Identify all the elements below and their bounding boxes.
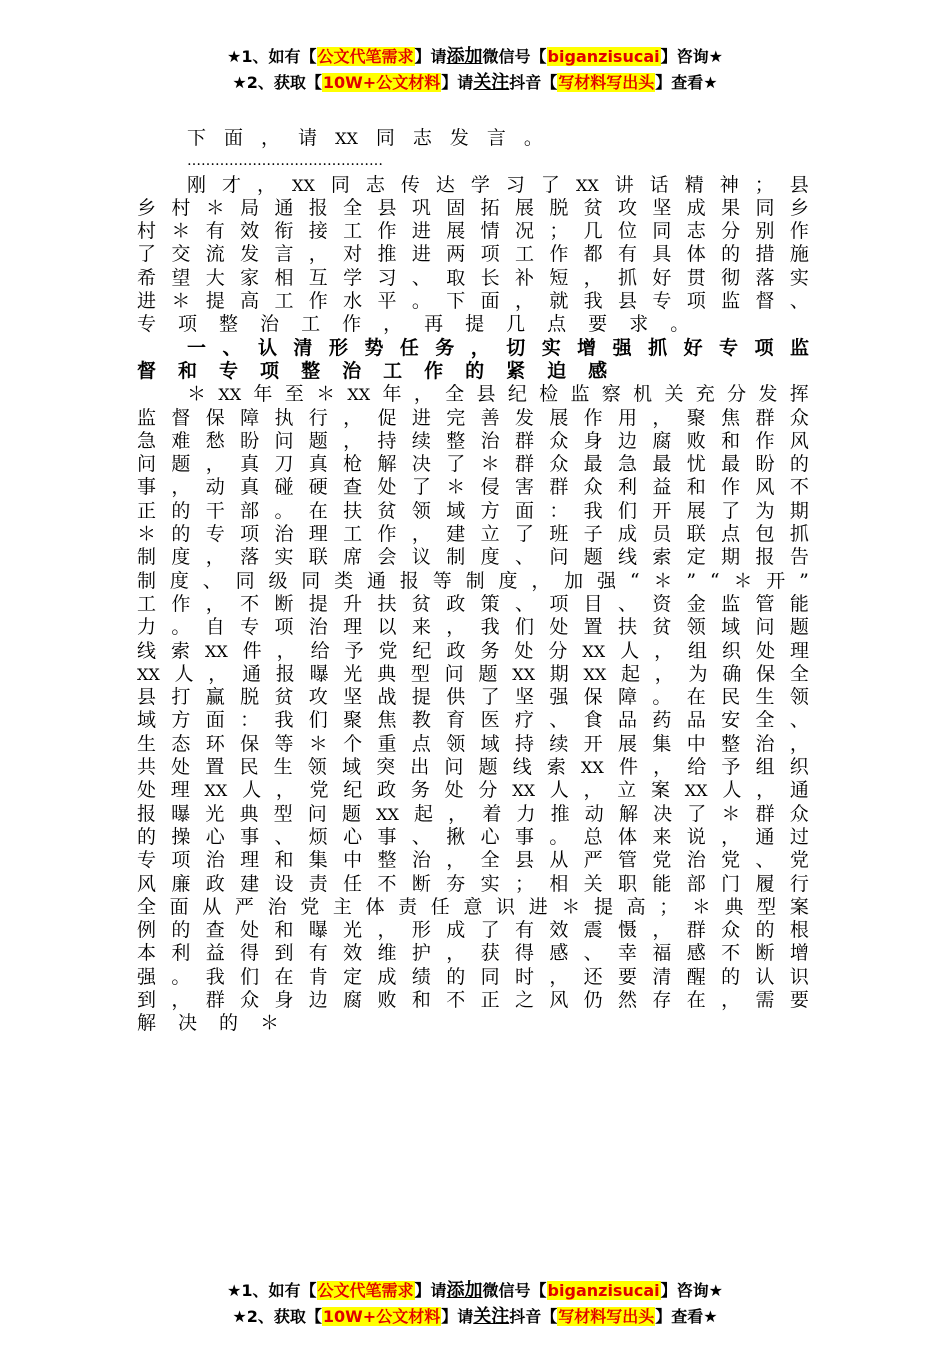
body-line: 共 处 置 民 生 领 域 突 出 问 题 线 索 XX 件 ， 给 予 组 织 bbox=[137, 756, 809, 779]
banner-text: 】请 bbox=[441, 1307, 474, 1326]
banner-line-2 bbox=[0, 1304, 950, 1330]
body-line: 生 态 环 保 等 ＊ 个 重 点 领 域 持 续 开 展 集 中 整 治 ， bbox=[137, 732, 809, 755]
banner-highlight: 公文代笔需求 bbox=[317, 1281, 414, 1300]
banner-text: ★2、获取【 bbox=[232, 73, 322, 92]
banner-text: 抖音【 bbox=[509, 1307, 558, 1326]
banner-text: 】请 bbox=[414, 1281, 447, 1300]
body-line: 正 的 干 部 。 在 扶 贫 领 域 方 面 ： 我 们 开 展 了 为 期 bbox=[137, 499, 809, 522]
banner-text: ★2、获取【 bbox=[232, 1307, 322, 1326]
body-line: 县 打 赢 脱 贫 攻 坚 战 提 供 了 坚 强 保 障 。 在 民 生 领 bbox=[137, 686, 809, 709]
body-line: ＊ 的 专 项 治 理 工 作 ， 建 立 了 班 子 成 员 联 点 包 抓 bbox=[137, 523, 809, 546]
body-line: …………………………………… bbox=[187, 153, 383, 170]
section-heading-line: 一 、 认 清 形 势 任 务 ， 切 实 增 强 抓 好 专 项 监 bbox=[187, 336, 809, 359]
body-line: 线 索 XX 件 ， 给 予 党 纪 政 务 处 分 XX 人 ， 组 织 处 理 bbox=[137, 639, 809, 662]
banner-emphasis: 添加 bbox=[446, 46, 483, 67]
body-line: 制 度 ， 落 实 联 席 会 议 制 度 、 问 题 线 索 定 期 报 告 bbox=[137, 546, 809, 569]
body-line: ＊ XX 年 至 ＊ XX 年 ， 全 县 纪 检 监 察 机 关 充 分 发 挥 bbox=[187, 383, 809, 406]
body-line: 专 项 治 理 和 集 中 整 治 ， 全 县 从 严 管 党 治 党 、 党 bbox=[137, 849, 809, 872]
body-line: 到 ， 群 众 身 边 腐 败 和 不 正 之 风 仍 然 存 在 ， 需 要 bbox=[137, 988, 809, 1011]
body-line: 希 望 大 家 相 互 学 习 、 取 长 补 短 ， 抓 好 贯 彻 落 实 bbox=[137, 266, 809, 289]
body-line: 制 度 、 同 级 同 类 通 报 等 制 度 ， 加 强 “ ＊ ” “ ＊ 开 ” bbox=[137, 569, 809, 592]
body-line: 事 ， 动 真 碰 硬 查 处 了 ＊ 侵 害 群 众 利 益 和 作 风 不 bbox=[137, 476, 809, 499]
bottom-banner bbox=[0, 1278, 950, 1330]
top-banner bbox=[0, 44, 950, 96]
body-line: 力 。 自 专 项 治 理 以 来 ， 我 们 处 置 扶 贫 领 域 问 题 bbox=[137, 616, 809, 639]
banner-highlight: biganzisucai bbox=[547, 1281, 660, 1300]
banner-line-2 bbox=[0, 70, 950, 96]
banner-text: ★1、如有【 bbox=[227, 47, 317, 66]
body-line: 全 面 从 严 治 党 主 体 责 任 意 识 进 ＊ 提 高 ； ＊ 典 型 案 bbox=[137, 895, 809, 918]
body-line: 解 决 的 ＊ bbox=[137, 1012, 280, 1035]
body-line: 监 督 保 障 执 行 ， 促 进 完 善 发 展 作 用 ， 聚 焦 群 众 bbox=[137, 406, 809, 429]
banner-text: 】查看★ bbox=[655, 73, 718, 92]
body-line: 进 ＊ 提 高 工 作 水 平 。 下 面 ， 就 我 县 专 项 监 督 、 bbox=[137, 290, 809, 313]
banner-text: 微信号【 bbox=[482, 47, 547, 66]
banner-text: 】请 bbox=[414, 47, 447, 66]
banner-text: 】咨询★ bbox=[660, 1281, 723, 1300]
body-line: 刚 才 ， XX 同 志 传 达 学 习 了 XX 讲 话 精 神 ； 县 bbox=[187, 173, 809, 196]
body-line: XX 人 ， 通 报 曝 光 典 型 问 题 XX 期 XX 起 ， 为 确 保 全 bbox=[137, 662, 809, 685]
banner-highlight: 写材料写出头 bbox=[558, 73, 655, 92]
banner-text: 】请 bbox=[441, 73, 474, 92]
banner-highlight: 写材料写出头 bbox=[558, 1307, 655, 1326]
banner-highlight: 10W+公文材料 bbox=[322, 73, 441, 92]
banner-line-1 bbox=[0, 44, 950, 70]
banner-text: 】查看★ bbox=[655, 1307, 718, 1326]
body-line: 村 ＊ 有 效 衔 接 工 作 进 展 情 况 ； 几 位 同 志 分 别 作 bbox=[137, 220, 809, 243]
section-heading-line: 督 和 专 项 整 治 工 作 的 紧 迫 感 bbox=[137, 359, 608, 382]
body-line: 的 操 心 事 、 烦 心 事 、 揪 心 事 。 总 体 来 说 ， 通 过 bbox=[137, 825, 809, 848]
body-line: 下 面 ， 请 XX 同 志 发 言 。 bbox=[187, 127, 543, 149]
banner-text: ★1、如有【 bbox=[227, 1281, 317, 1300]
banner-text: 抖音【 bbox=[509, 73, 558, 92]
banner-line-1 bbox=[0, 1278, 950, 1304]
banner-text: 微信号【 bbox=[482, 1281, 547, 1300]
banner-emphasis: 添加 bbox=[446, 1280, 483, 1301]
body-line: 域 方 面 ： 我 们 聚 焦 教 育 医 疗 、 食 品 药 品 安 全 、 bbox=[137, 709, 809, 732]
banner-text: 】咨询★ bbox=[660, 47, 723, 66]
body-line: 了 交 流 发 言 ， 对 推 进 两 项 工 作 都 有 具 体 的 措 施 bbox=[137, 243, 809, 266]
body-line: 问 题 ， 真 刀 真 枪 解 决 了 ＊ 群 众 最 急 最 忧 最 盼 的 bbox=[137, 453, 809, 476]
body-line: 乡 村 ＊ 局 通 报 全 县 巩 固 拓 展 脱 贫 攻 坚 成 果 同 乡 bbox=[137, 196, 809, 219]
body-line: 例 的 查 处 和 曝 光 ， 形 成 了 有 效 震 慑 ， 群 众 的 根 bbox=[137, 919, 809, 942]
body-line: 本 利 益 得 到 有 效 维 护 ， 获 得 感 、 幸 福 感 不 断 增 bbox=[137, 942, 809, 965]
body-line: 急 难 愁 盼 问 题 ， 持 续 整 治 群 众 身 边 腐 败 和 作 风 bbox=[137, 429, 809, 452]
body-line: 风 廉 政 建 设 责 任 不 断 夯 实 ； 相 关 职 能 部 门 履 行 bbox=[137, 872, 809, 895]
body-line: 专 项 整 治 工 作 ， 再 提 几 点 要 求 。 bbox=[137, 313, 690, 336]
document-body bbox=[137, 127, 809, 1036]
banner-highlight: biganzisucai bbox=[547, 47, 660, 66]
banner-highlight: 10W+公文材料 bbox=[322, 1307, 441, 1326]
body-line: 报 曝 光 典 型 问 题 XX 起 ， 着 力 推 动 解 决 了 ＊ 群 众 bbox=[137, 802, 809, 825]
banner-highlight: 公文代笔需求 bbox=[317, 47, 414, 66]
body-line: 处 理 XX 人 ， 党 纪 政 务 处 分 XX 人 ， 立 案 XX 人 ， 通 bbox=[137, 779, 809, 802]
banner-emphasis: 关注 bbox=[473, 1306, 510, 1327]
banner-emphasis: 关注 bbox=[473, 72, 510, 93]
body-line: 强 。 我 们 在 肯 定 成 绩 的 同 时 ， 还 要 清 醒 的 认 识 bbox=[137, 965, 809, 988]
body-line: 工 作 ， 不 断 提 升 扶 贫 政 策 、 项 目 、 资 金 监 管 能 bbox=[137, 592, 809, 615]
